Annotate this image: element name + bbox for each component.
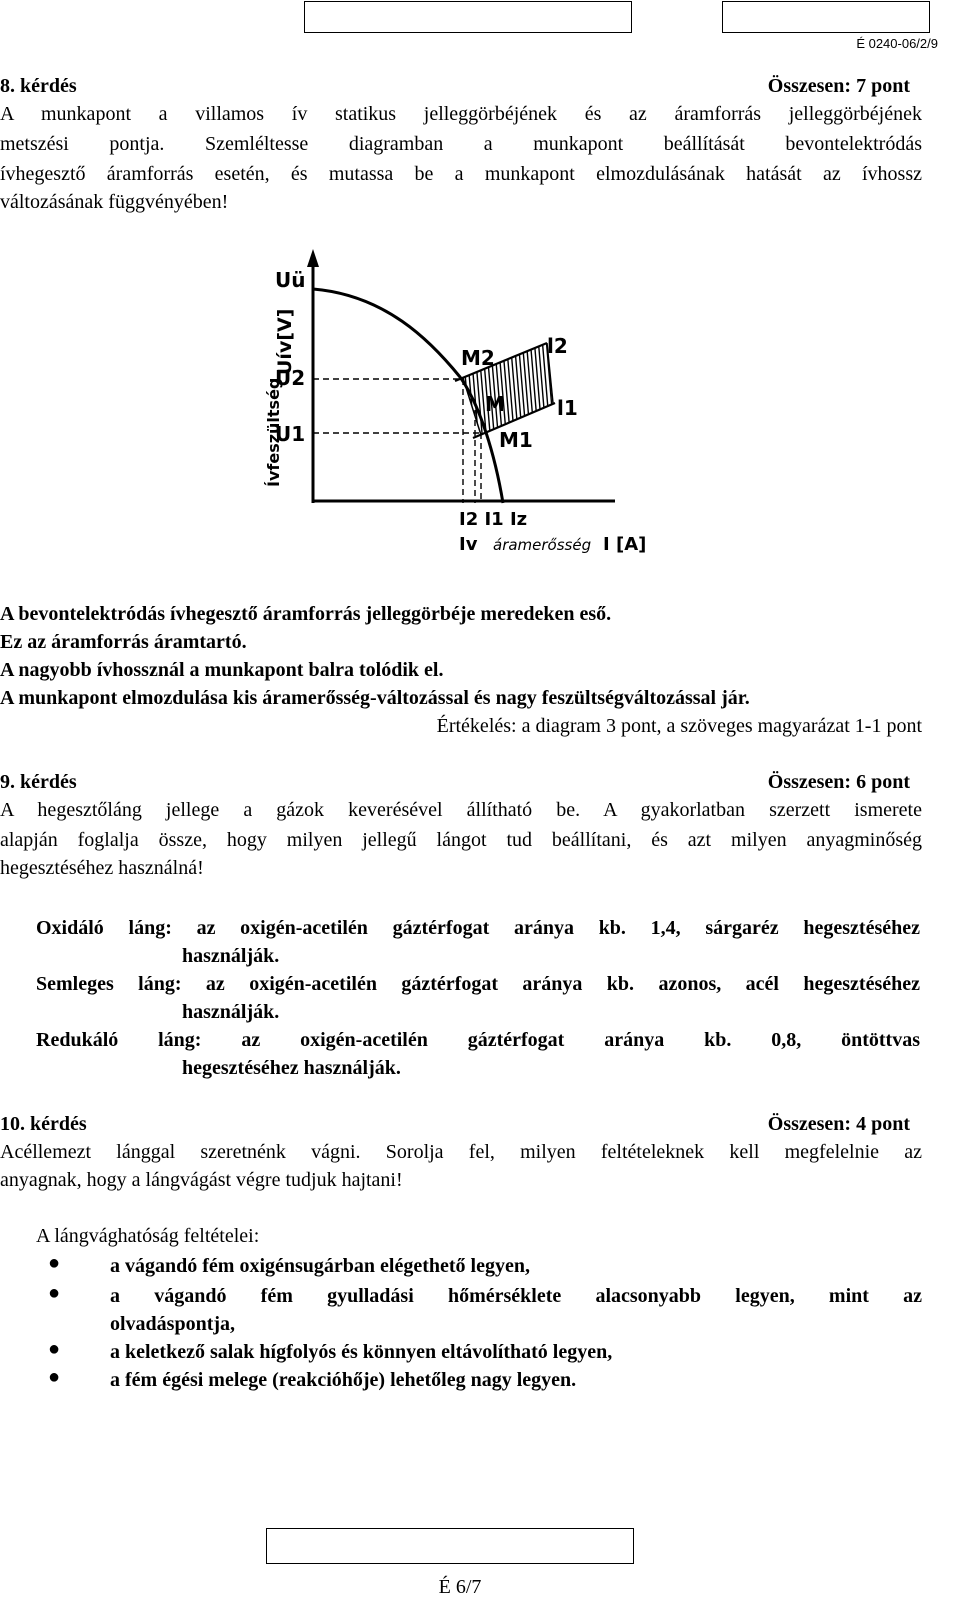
- hatch-line: [585, 325, 595, 445]
- label-i-axis: I [A]: [603, 534, 647, 555]
- label-voltage: Ívfeszültség: [264, 377, 283, 487]
- hatch-line: [581, 325, 591, 445]
- hatch-line: [413, 325, 423, 445]
- hatch-line: [577, 325, 587, 445]
- q8-answer-3: A nagyobb ívhossznál a munkapont balra tolódik el.: [0, 659, 444, 681]
- condition-4: [110, 1366, 922, 1394]
- label-l2: l2: [547, 334, 568, 358]
- q9-text-line1: A hegesztőláng jellege a gázok keverésével állítható be. A gyakorlatban szerzett ismerete: [0, 799, 922, 821]
- q10-title: 10. kérdés: [0, 1113, 87, 1135]
- flame-reducing-line2: hegesztéséhez használják.: [182, 1057, 401, 1079]
- label-m2: M2: [461, 346, 495, 370]
- flame-neutral: [36, 970, 920, 1026]
- q8-answer-4: A munkapont elmozdulása kis áramerősség-változással és nagy feszültségváltozással jár.: [0, 687, 750, 709]
- bullet-icon: ●: [48, 1366, 61, 1388]
- footer-score-box: [266, 1528, 634, 1564]
- condition-1-text: a vágandó fém oxigénsugárban elégethető legyen,: [110, 1255, 530, 1277]
- q10-text-line1: Acéllemezt lánggal szeretnénk vágni. Sorolja fel, milyen feltételeknek kell megfelelnie az: [0, 1141, 922, 1163]
- label-u1: U1: [275, 422, 306, 446]
- hatch-line: [441, 325, 451, 445]
- flame-neutral-line2: használják.: [182, 1001, 280, 1023]
- hatch-line: [453, 325, 463, 445]
- condition-2: [110, 1282, 922, 1338]
- q10-header: [0, 1110, 910, 1138]
- q8-answer-1: A bevontelektródás ívhegesztő áramforrás jelleggörbéje meredeken eső.: [0, 603, 612, 625]
- y-axis-arrow: [307, 249, 319, 267]
- label-m1: M1: [499, 428, 533, 452]
- q8-header: [0, 72, 910, 100]
- hatch-line: [605, 325, 615, 445]
- hatch-line: [601, 325, 611, 445]
- hatch-line: [569, 325, 579, 445]
- q9-points: Összesen: 6 pont: [767, 771, 910, 793]
- flame-oxidizing: [36, 914, 920, 970]
- hatch-line: [609, 325, 619, 445]
- q8-text-line2: metszési pontja. Szemléltesse diagramban a munkapont beállítását bevontelektródás: [0, 133, 922, 155]
- label-l1: l1: [557, 396, 578, 420]
- q9-text-line3: hegesztéséhez használná!: [0, 857, 204, 879]
- condition-2-line2: olvadáspontja,: [110, 1313, 236, 1335]
- hatch-line: [409, 325, 419, 445]
- label-current-word: áramerősség: [493, 536, 592, 554]
- condition-3-text: a keletkező salak hígfolyós és könnyen eltávolítható legyen,: [110, 1341, 613, 1363]
- hatch-line: [449, 325, 459, 445]
- condition-1: [110, 1252, 922, 1280]
- bullet-icon: ●: [48, 1282, 61, 1304]
- bullet-icon: ●: [48, 1338, 61, 1360]
- flame-neutral-line1: Semleges láng: az oxigén-acetilén gáztérfogat aránya kb. azonos, acél hegesztéséhez: [36, 973, 920, 995]
- flame-oxidizing-line1: Oxidáló láng: az oxigén-acetilén gáztérfogat aránya kb. 1,4, sárgaréz hegesztéséhez: [36, 917, 920, 939]
- flame-oxidizing-line2: használják.: [182, 945, 280, 967]
- label-u-axis: Uív[V]: [274, 308, 296, 375]
- label-u-open: Uü: [275, 268, 306, 292]
- q10-text-line2: anyagnak, hogy a lángvágást végre tudjuk hajtani!: [0, 1169, 403, 1191]
- label-currents: I2 I1 Iz: [459, 509, 528, 530]
- condition-3: [110, 1338, 922, 1366]
- hatch-line: [573, 325, 583, 445]
- hatch-line: [405, 325, 415, 445]
- hatch-line: [433, 325, 443, 445]
- q9-title: 9. kérdés: [0, 771, 77, 793]
- arc-band-hatch: [405, 325, 623, 445]
- score-box-right: [722, 1, 930, 33]
- label-m: M: [485, 392, 505, 416]
- hatch-line: [445, 325, 455, 445]
- label-iv: Iv: [459, 534, 478, 555]
- arc-characteristic-diagram: [255, 245, 675, 570]
- q8-text-line3: ívhegesztő áramforrás esetén, és mutassa be a munkapont elmozdulásának hatását az ívhossz: [0, 163, 922, 185]
- flame-reducing: [36, 1026, 920, 1082]
- hatch-line: [613, 325, 623, 445]
- hatch-line: [417, 325, 427, 445]
- q9-header: [0, 768, 910, 796]
- score-box-left: [304, 1, 632, 33]
- document-code: É 0240-06/2/9: [856, 36, 938, 51]
- page-number: É 6/7: [438, 1576, 482, 1598]
- bullet-icon: ●: [48, 1252, 61, 1274]
- hatch-line: [597, 325, 607, 445]
- label-u2: U2: [275, 366, 306, 390]
- q8-points: Összesen: 7 pont: [767, 75, 910, 97]
- hatch-line: [589, 325, 599, 445]
- q8-text-line1: A munkapont a villamos ív statikus jelleggörbéjének és az áramforrás jelleggörbéjének: [0, 103, 922, 125]
- hatch-line: [437, 325, 447, 445]
- flame-reducing-line1: Redukáló láng: az oxigén-acetilén gáztérfogat aránya kb. 0,8, öntöttvas: [36, 1029, 920, 1051]
- condition-4-text: a fém égési melege (reakcióhője) lehetőleg nagy legyen.: [110, 1369, 577, 1391]
- condition-2-line1: a vágandó fém gyulladási hőmérséklete alacsonyabb legyen, mint az: [110, 1285, 922, 1307]
- q8-text-line4: változásának függvényében!: [0, 191, 229, 213]
- hatch-line: [593, 325, 603, 445]
- q10-points: Összesen: 4 pont: [767, 1113, 910, 1135]
- q8-title: 8. kérdés: [0, 75, 77, 97]
- q10-intro: A lángvághatóság feltételei:: [36, 1225, 260, 1247]
- q9-text-line2: alapján foglalja össze, hogy milyen jellegű lángot tud beállítani, és azt milyen anyagminőség: [0, 829, 922, 851]
- q8-grading: Értékelés: a diagram 3 pont, a szöveges magyarázat 1-1 pont: [436, 715, 922, 737]
- q8-answer-2: Ez az áramforrás áramtartó.: [0, 631, 247, 653]
